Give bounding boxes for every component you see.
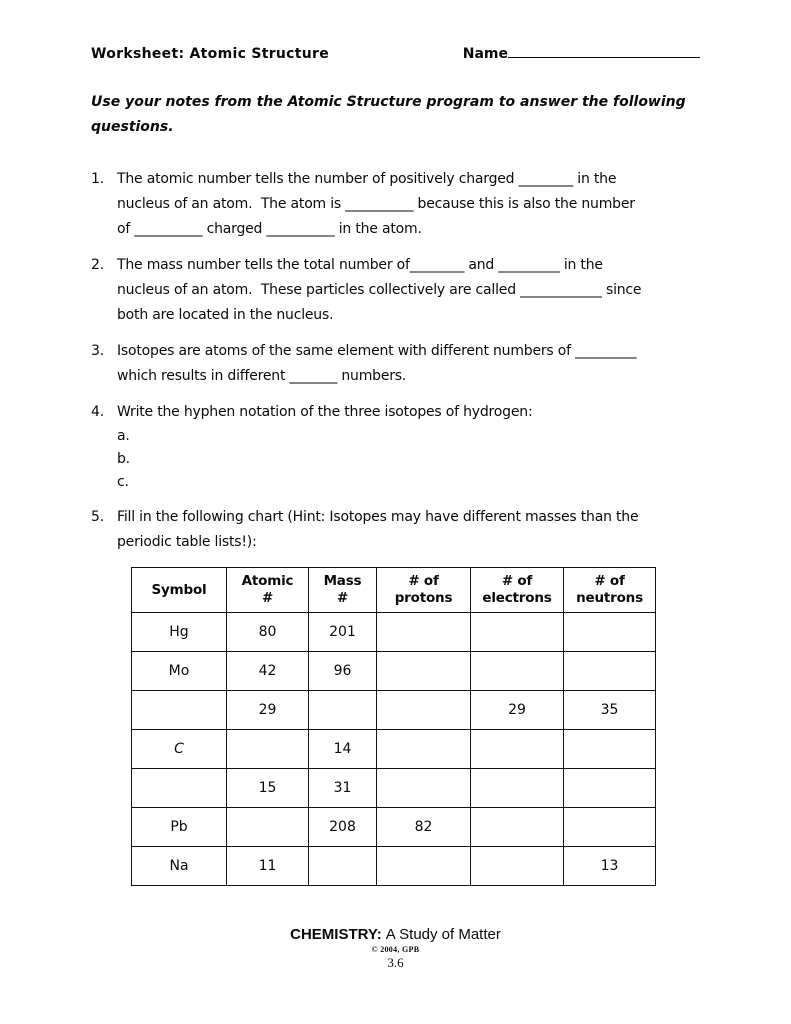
- isotope-table: [131, 567, 656, 886]
- question-line: both are located in the nucleus.: [117, 307, 334, 323]
- series-subtitle: A Study of Matter: [385, 926, 501, 943]
- question-number: 1.: [91, 171, 104, 187]
- header-text: Mass: [323, 573, 362, 589]
- question-line: The atomic number tells the number of positively charged ________ in the: [117, 171, 617, 187]
- table-cell: 42: [227, 652, 309, 691]
- question-line: nucleus of an atom. The atom is __________ because this is also the number: [117, 196, 635, 212]
- table-cell: [564, 730, 656, 769]
- table-cell: [564, 769, 656, 808]
- question-line: nucleus of an atom. These particles collectively are called ____________ since: [117, 282, 642, 298]
- page-number: 3.6: [387, 955, 404, 970]
- question-number: 2.: [91, 257, 104, 273]
- subitem-b: b.: [117, 451, 130, 467]
- name-label: Name: [462, 46, 508, 62]
- header-text: electrons: [482, 590, 552, 606]
- series-title: [0, 926, 791, 943]
- table-row-mo: [132, 652, 656, 691]
- table-cell: [132, 769, 227, 808]
- header-text: Symbol: [151, 581, 207, 598]
- header-text: neutrons: [576, 590, 643, 606]
- table-cell: [377, 613, 471, 652]
- question-list: [91, 167, 700, 555]
- table-cell: [377, 691, 471, 730]
- header-text: # of: [501, 573, 533, 589]
- question-line: of __________ charged __________ in the atom.: [117, 221, 422, 237]
- subitem-a: a.: [117, 428, 130, 444]
- header-text: protons: [394, 590, 453, 606]
- table-cell: 82: [377, 808, 471, 847]
- header-cell-protons: [377, 568, 471, 613]
- header-text: # of: [594, 573, 625, 589]
- table-cell: [227, 730, 309, 769]
- table-row-na: [132, 847, 656, 886]
- header-cell-electrons: [471, 568, 564, 613]
- table-cell: [377, 652, 471, 691]
- table-cell: [309, 691, 377, 730]
- question-1: [91, 167, 700, 242]
- instructions-line: questions.: [91, 119, 174, 135]
- header-text: #: [261, 590, 274, 606]
- header-text: Atomic: [241, 573, 294, 589]
- question-5: [91, 505, 700, 555]
- table-row-c: [132, 730, 656, 769]
- header-text: # of: [408, 573, 439, 589]
- question-number: 5.: [91, 509, 104, 525]
- question-3: [91, 339, 700, 389]
- table-cell: 208: [309, 808, 377, 847]
- header-cell-atomic-number: [227, 568, 309, 613]
- table-cell: [564, 808, 656, 847]
- table-cell: [377, 730, 471, 769]
- name-blank-line: [508, 44, 700, 58]
- table-row-15: [132, 769, 656, 808]
- question-line: which results in different _______ numbers.: [117, 368, 407, 384]
- header-text: #: [336, 590, 349, 606]
- question-4-subitems: [117, 425, 700, 494]
- table-cell: [471, 730, 564, 769]
- copyright: © 2004, GPB: [371, 945, 420, 954]
- table-cell: C: [132, 730, 227, 769]
- question-line: Write the hyphen notation of the three isotopes of hydrogen:: [117, 404, 533, 420]
- table-cell: [471, 652, 564, 691]
- table-header-row: [132, 568, 656, 613]
- table-cell: 201: [309, 613, 377, 652]
- table-cell: [377, 769, 471, 808]
- page-footer: [0, 926, 791, 971]
- table-cell: [471, 769, 564, 808]
- instructions-line: Use your notes from the Atomic Structure program to answer the following: [91, 94, 686, 110]
- header-cell-mass-number: [309, 568, 377, 613]
- table-cell: 31: [309, 769, 377, 808]
- table-cell: 11: [227, 847, 309, 886]
- header-cell-symbol: [132, 568, 227, 613]
- name-field: [463, 44, 700, 62]
- instructions: [91, 90, 700, 140]
- table-cell: Hg: [132, 613, 227, 652]
- series-name: CHEMISTRY:: [290, 926, 382, 943]
- table-cell: 15: [227, 769, 309, 808]
- table-cell: Pb: [132, 808, 227, 847]
- table-cell: [564, 613, 656, 652]
- table-cell: 13: [564, 847, 656, 886]
- question-line: Isotopes are atoms of the same element with different numbers of _________: [117, 343, 637, 359]
- table-cell: 35: [564, 691, 656, 730]
- question-line: periodic table lists!):: [117, 534, 257, 550]
- table-row-hg: [132, 613, 656, 652]
- table-cell: 14: [309, 730, 377, 769]
- page-title: Worksheet: Atomic Structure: [91, 46, 330, 62]
- table-cell: [132, 691, 227, 730]
- subitem-c: c.: [117, 474, 129, 490]
- document-header: [91, 44, 700, 62]
- question-4: [91, 400, 700, 494]
- table-cell: [227, 808, 309, 847]
- table-cell: [309, 847, 377, 886]
- question-line: Fill in the following chart (Hint: Isotopes may have different masses than the: [117, 509, 639, 525]
- table-cell: 29: [227, 691, 309, 730]
- table-cell: Mo: [132, 652, 227, 691]
- question-2: [91, 253, 700, 328]
- table-row-pb: [132, 808, 656, 847]
- question-number: 3.: [91, 343, 104, 359]
- header-cell-neutrons: [564, 568, 656, 613]
- table-cell: [471, 613, 564, 652]
- table-cell: [564, 652, 656, 691]
- table-cell: 29: [471, 691, 564, 730]
- table-cell: Na: [132, 847, 227, 886]
- table-cell: [471, 808, 564, 847]
- table-cell: [471, 847, 564, 886]
- table-row-29: [132, 691, 656, 730]
- table-cell: [377, 847, 471, 886]
- isotope-chart: [131, 567, 700, 886]
- table-cell: 80: [227, 613, 309, 652]
- question-line: The mass number tells the total number of________ and _________ in the: [117, 257, 603, 273]
- table-cell: 96: [309, 652, 377, 691]
- question-number: 4.: [91, 404, 104, 420]
